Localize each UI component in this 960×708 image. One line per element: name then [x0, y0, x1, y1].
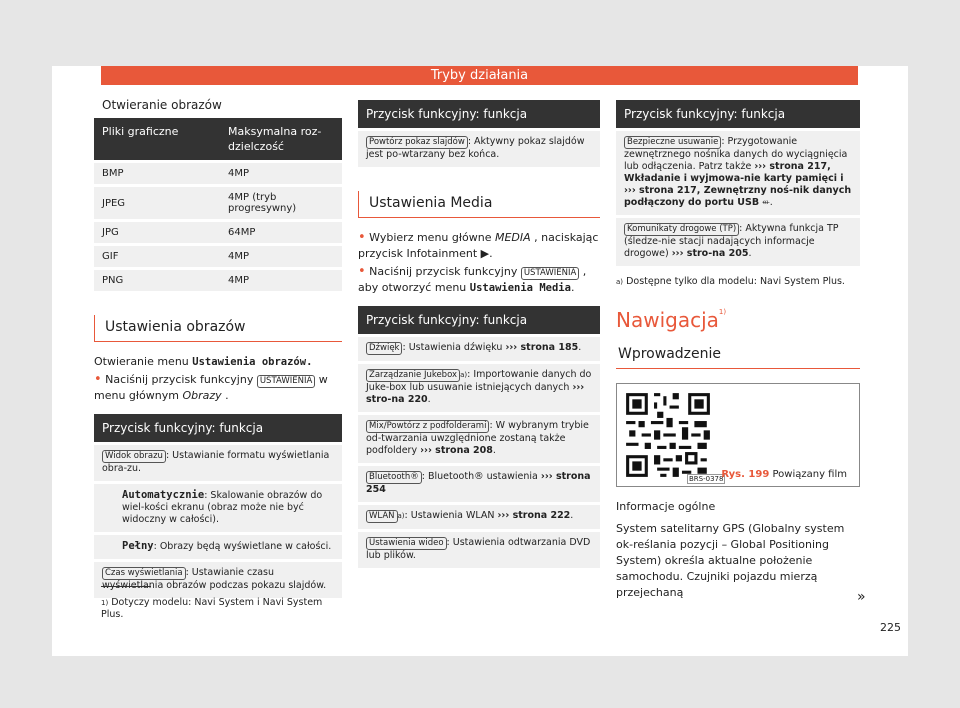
table-cell: GIF — [94, 245, 220, 269]
open-menu-line — [94, 354, 342, 370]
function-row: Komunikaty drogowe (TP) : Aktywna funkcja TP (śledze-nie stacji nadających informacje drogowe) ››› stro-na 205. — [616, 215, 860, 266]
function-row — [94, 532, 342, 559]
punctuation: . — [492, 445, 496, 456]
punctuation: . — [570, 510, 574, 521]
navigation-title-text: Nawigacja — [616, 308, 719, 332]
punctuation: . — [427, 394, 431, 405]
function-row: Bezpieczne usuwanie : Przygotowanie zewnętrznego nośnika danych do wyciągnięcia lub odłączenia. Patrz także ››› strona 217, Wkładanie i wyjmowa-nie karty pamięci i ››› strona 217, Zewnętrzny noś-nik danych podłączony do portu USB ⬴. — [616, 128, 860, 215]
introduction-title: Wprowadzenie — [616, 342, 860, 369]
function-button-label: Bluetooth® — [366, 471, 422, 484]
page-reference: ››› strona 185 — [505, 342, 579, 353]
function-table — [94, 414, 342, 598]
info-text: System satelitarny GPS (Globalny system ok-reślania pozycji – Global Positioning System) określa aktualne położenie samochodu. Czujniki pojazdu mierzą przejechaną — [616, 522, 845, 599]
note-text: Dostępne tylko dla modelu: Navi System Plus. — [626, 276, 845, 287]
table-cell: JPEG — [94, 186, 220, 221]
footnote-text: Dotyczy modelu: Navi System i Navi System Plus. — [101, 597, 323, 620]
footnote-rule — [101, 586, 151, 587]
function-text: : Aktywna funkcja TP (śledze-nie stacji nadających informacje drogowe) — [624, 223, 839, 259]
table-cell: 4MP — [220, 245, 342, 269]
figure-caption-text: Powiązany film — [772, 469, 847, 480]
settings-button-label: USTAWIENIA — [257, 375, 315, 388]
bullet-icon: • — [94, 372, 102, 387]
continue-arrow-icon: » — [857, 589, 866, 605]
page-reference: ››› stro-na 205 — [671, 248, 749, 259]
function-text: : Skalowanie obrazów do wiel-kości ekranu (obraz może nie być widoczny w całości). — [122, 490, 323, 525]
function-row — [358, 361, 600, 412]
function-row — [94, 442, 342, 481]
footnote-mark: a) — [460, 371, 468, 379]
bullet-item: • Naciśnij przycisk funkcyjny USTAWIENIA w menu głównym Obrazy . — [94, 372, 328, 402]
function-button-label: Ustawienia wideo — [366, 537, 447, 550]
page-number: 225 — [880, 621, 901, 634]
footnote-mark: a) — [397, 512, 405, 520]
page-reference: ››› stro-na 220 — [366, 382, 585, 405]
function-text: : Aktywny pokaz slajdów jest po-wtarzany bez końca. — [366, 136, 585, 160]
table-cell: 4MP — [220, 162, 342, 186]
option-name: Automatycznie — [122, 489, 205, 501]
table-header: Maksymalna roz-dzielczość — [220, 118, 342, 162]
function-table-header: Przycisk funkcyjny: funkcja — [358, 100, 600, 128]
table-header: Pliki graficzne — [94, 118, 220, 162]
function-text: : Ustawienia WLAN — [404, 510, 495, 521]
bullet-item: • Wybierz menu główne MEDIA , naciskając przycisk Infotainment ▶. — [358, 230, 599, 260]
table-row — [94, 162, 342, 186]
image-formats-table — [94, 118, 342, 291]
page-reference: ››› strona 222 — [497, 510, 571, 521]
page-reference: ››› strona 217, Wkładanie i wyjmowa-nie karty pamięci i ››› strona 217, Zewnętrzny noś-nik danych podłączony do portu USB — [624, 161, 852, 208]
chapter-banner: Tryby działania — [101, 66, 858, 85]
function-text: : Ustawienia dźwięku — [402, 342, 503, 353]
function-table-header: Przycisk funkcyjny: funkcja — [616, 100, 860, 128]
footnote-number: 1) — [101, 599, 109, 607]
function-row — [358, 502, 600, 529]
usb-icon: ⬴ — [762, 197, 770, 208]
function-button-label: Powtórz pokaz slajdów — [366, 136, 468, 149]
table-row — [94, 221, 342, 245]
settings-title: Ustawienia obrazów — [94, 315, 342, 342]
table-row — [94, 186, 342, 221]
qr-code-icon[interactable] — [623, 390, 713, 480]
bullet-tail: w menu głównym — [94, 373, 328, 402]
bullet-item: • Naciśnij przycisk funkcyjny USTAWIENIA , aby otworzyć menu Ustawienia Media. — [358, 264, 587, 294]
figure-199 — [616, 383, 860, 487]
open-images-label: Otwieranie obrazów — [102, 98, 222, 112]
function-text: : Ustawienia odtwarzania DVD lub plików. — [366, 537, 591, 561]
function-button-label: Czas wyświetlania — [102, 567, 186, 580]
figure-code: BRS-0378 — [689, 475, 724, 483]
figure-number: Rys. 199 — [721, 469, 770, 480]
bullet-icon: • — [358, 264, 366, 279]
menu-italic: MEDIA — [494, 231, 531, 244]
table-row — [94, 269, 342, 292]
function-text: : W wybranym trybie od-twarzania uwzględnione zostaną także podfoldery — [366, 420, 589, 456]
availability-note — [616, 276, 860, 288]
table-cell: PNG — [94, 269, 220, 292]
page-reference: ››› strona 254 — [366, 471, 591, 495]
page-reference: ››› strona 208 — [420, 445, 493, 456]
bullet-tail: , aby otworzyć menu — [358, 265, 587, 294]
info-title: Informacje ogólne — [616, 500, 716, 513]
play-icon: ▶ — [480, 247, 490, 260]
navigation-title — [616, 308, 860, 332]
bullet-text: Naciśnij przycisk funkcyjny — [105, 373, 254, 386]
function-button-label: Widok obrazu — [102, 450, 166, 463]
function-text: : Ustawianie czasu wyświetlania obrazów podczas pokazu slajdów. — [102, 567, 327, 591]
function-row — [358, 412, 600, 463]
function-text: : Obrazy będą wyświetlane w całości. — [153, 541, 332, 552]
table-cell: 4MP (tryb progresywny) — [220, 186, 342, 221]
footnote-mark: a) — [616, 278, 624, 286]
function-button-label: Bezpieczne usuwanie — [624, 136, 721, 149]
menu-name: Ustawienia obrazów. — [192, 356, 313, 368]
function-text: : Ustawianie formatu wyświetlania obra-zu. — [102, 450, 330, 474]
column-3 — [616, 100, 860, 603]
settings-button-label: USTAWIENIA — [521, 267, 579, 280]
table-cell: 4MP — [220, 269, 342, 292]
table-cell: BMP — [94, 162, 220, 186]
option-name: Pełny — [122, 540, 154, 552]
table-cell: 64MP — [220, 221, 342, 245]
function-row: Dźwięk : Ustawienia dźwięku ››› strona 185. — [358, 334, 600, 361]
footnote — [101, 580, 341, 621]
function-button-label: Zarządzanie Jukebox — [366, 369, 460, 382]
open-menu-text: Otwieranie menu — [94, 355, 189, 368]
function-button-label: Komunikaty drogowe (TP) — [624, 223, 739, 236]
function-text: : Przygotowanie zewnętrznego nośnika danych do wyciągnięcia lub odłączenia. Patrz także — [624, 136, 848, 172]
function-table-header: Przycisk funkcyjny: funkcja — [358, 306, 600, 334]
menu-italic: Obrazy — [182, 389, 222, 402]
function-button-label: WLAN — [366, 510, 398, 523]
figure-caption — [721, 469, 847, 480]
function-text: : Importowanie danych do Juke-box lub usuwanie istniejących danych — [366, 369, 592, 393]
column-2 — [358, 100, 600, 568]
bullet-tail: , naciskając przycisk Infotainment — [358, 231, 599, 260]
function-button-label: Dźwięk — [366, 342, 402, 355]
table-row — [94, 245, 342, 269]
function-text: : Bluetooth® ustawienia — [421, 471, 538, 482]
function-row — [358, 463, 600, 502]
bullet-icon: • — [358, 230, 366, 245]
function-table-header: Przycisk funkcyjny: funkcja — [94, 414, 342, 442]
function-table — [358, 306, 600, 568]
function-row — [94, 481, 342, 532]
bullet-text: Wybierz menu główne — [369, 231, 492, 244]
column-1 — [94, 96, 342, 598]
footnote-mark: 1) — [718, 308, 727, 316]
function-row — [358, 128, 600, 167]
function-button-label: Mix/Powtórz z podfolderami — [366, 420, 489, 433]
menu-name: Ustawienia Media — [469, 282, 571, 294]
function-row — [358, 529, 600, 568]
table-cell: JPG — [94, 221, 220, 245]
media-title: Ustawienia Media — [358, 191, 600, 218]
bullet-text: Naciśnij przycisk funkcyjny — [369, 265, 518, 278]
